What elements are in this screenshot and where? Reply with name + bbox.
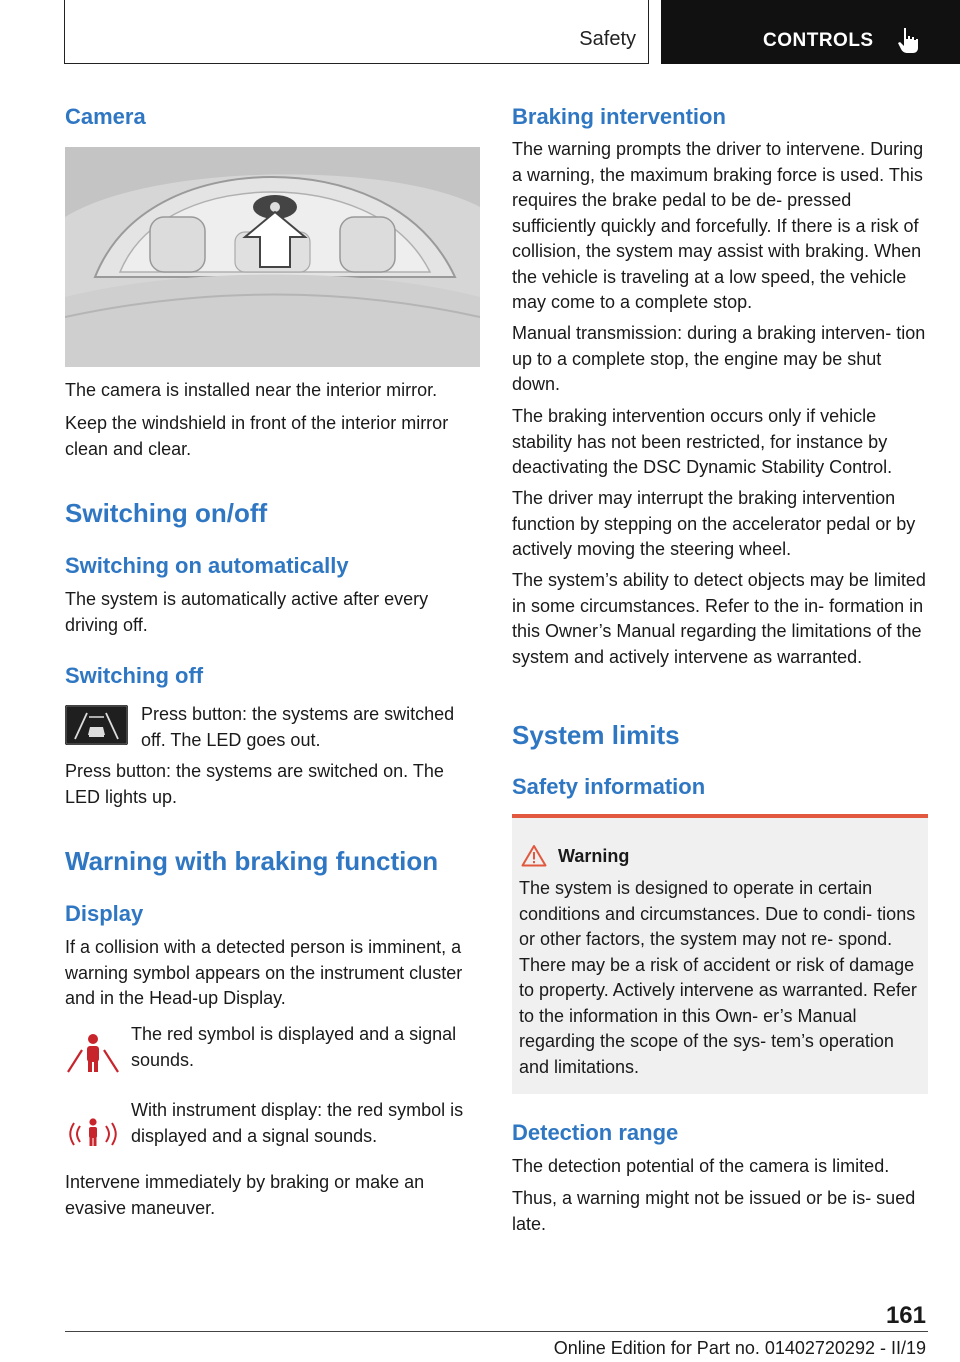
braking-intervention-heading: Braking intervention bbox=[512, 104, 726, 129]
pedestrian-warning-icon bbox=[66, 1032, 120, 1074]
header-chapter-label: CONTROLS bbox=[763, 30, 874, 51]
camera-heading: Camera bbox=[65, 104, 146, 129]
braking-text-3: The braking intervention occurs only if vehicle stability has not been restricted, for instance by deactivating the DSC Dynamic Stability Control. bbox=[512, 406, 893, 477]
detection-text-2: Thus, a warning might not be issued or be is- sued late. bbox=[512, 1188, 916, 1234]
braking-text-4: The driver may interrupt the braking intervention function by stepping on the accelerator pedal or by actively moving the steering wheel. bbox=[512, 488, 916, 559]
off-text-1: Press button: the systems are switched off. The LED goes out. bbox=[141, 704, 455, 750]
header-section-title: Safety bbox=[579, 28, 636, 50]
braking-text-5: The system’s ability to detect objects may be limited in some circumstances. Refer to the in- formation in this Owner’s Manual regarding the limitations of the system and actively intervene as warranted. bbox=[512, 570, 926, 667]
safety-information-heading: Safety information bbox=[512, 774, 706, 799]
intervene-text: Intervene immediately by braking or make an evasive maneuver. bbox=[65, 1172, 425, 1218]
display-heading: Display bbox=[65, 901, 144, 926]
footer-divider bbox=[65, 1331, 928, 1332]
camera-location-illustration bbox=[65, 147, 480, 367]
braking-text-1: The warning prompts the driver to intervene. During a warning, the maximum braking force is used. This requires the brake pedal to be de- pressed sufficiently quickly and forcefully. If there is a risk of collision, the system may assist with braking. When the vehicle is traveling at a low speed, the vehicle may come to a complete stop. bbox=[512, 139, 924, 312]
page-number: 161 bbox=[885, 1302, 926, 1329]
camera-text-2: Keep the windshield in front of the interior mirror clean and clear. bbox=[65, 413, 449, 459]
auto-text: The system is automatically active after every driving off. bbox=[65, 589, 429, 635]
pointing-hand-icon bbox=[897, 26, 921, 54]
pedestrian-sound-warning-icon bbox=[66, 1118, 120, 1148]
header-section-box bbox=[64, 0, 649, 64]
header-chapter-tab bbox=[661, 0, 960, 64]
footer-edition: Online Edition for Part no. 01402720292 - II/19 bbox=[553, 1338, 926, 1358]
off-heading: Switching off bbox=[65, 663, 204, 688]
warning-box bbox=[512, 814, 928, 1094]
warning-triangle-icon bbox=[521, 844, 547, 867]
warning-braking-heading: Warning with braking function bbox=[65, 846, 439, 876]
system-limits-heading: System limits bbox=[512, 720, 680, 750]
detection-text-1: The detection potential of the camera is limited. bbox=[512, 1156, 890, 1176]
switching-heading: Switching on/off bbox=[65, 498, 268, 528]
warning-text: The system is designed to operate in certain conditions and circumstances. Due to condi- tions or other factors, the system may not re- spond. There may be a risk of accident or risk of damage to property. Actively intervene as warranted. Refer to the information in this Own- er’s Manual regarding the scope of the sys- tem’s operation and limitations. bbox=[519, 878, 917, 1077]
symbol-2-text: With instrument display: the red symbol is displayed and a signal sounds. bbox=[131, 1100, 464, 1146]
warning-title: Warning bbox=[558, 846, 630, 866]
camera-text-1: The camera is installed near the interior mirror. bbox=[65, 380, 438, 400]
braking-text-2: Manual transmission: during a braking interven- tion up to a complete stop, the engine may be shut down. bbox=[512, 323, 926, 394]
off-text-2: Press button: the systems are switched on. The LED lights up. bbox=[65, 761, 444, 807]
symbol-1-text: The red symbol is displayed and a signal sounds. bbox=[131, 1024, 457, 1070]
display-text: If a collision with a detected person is imminent, a warning symbol appears on the instrument cluster and in the Head-up Display. bbox=[65, 937, 463, 1008]
detection-range-heading: Detection range bbox=[512, 1120, 679, 1145]
auto-heading: Switching on automatically bbox=[65, 553, 349, 578]
driving-assist-button-icon bbox=[65, 705, 128, 745]
